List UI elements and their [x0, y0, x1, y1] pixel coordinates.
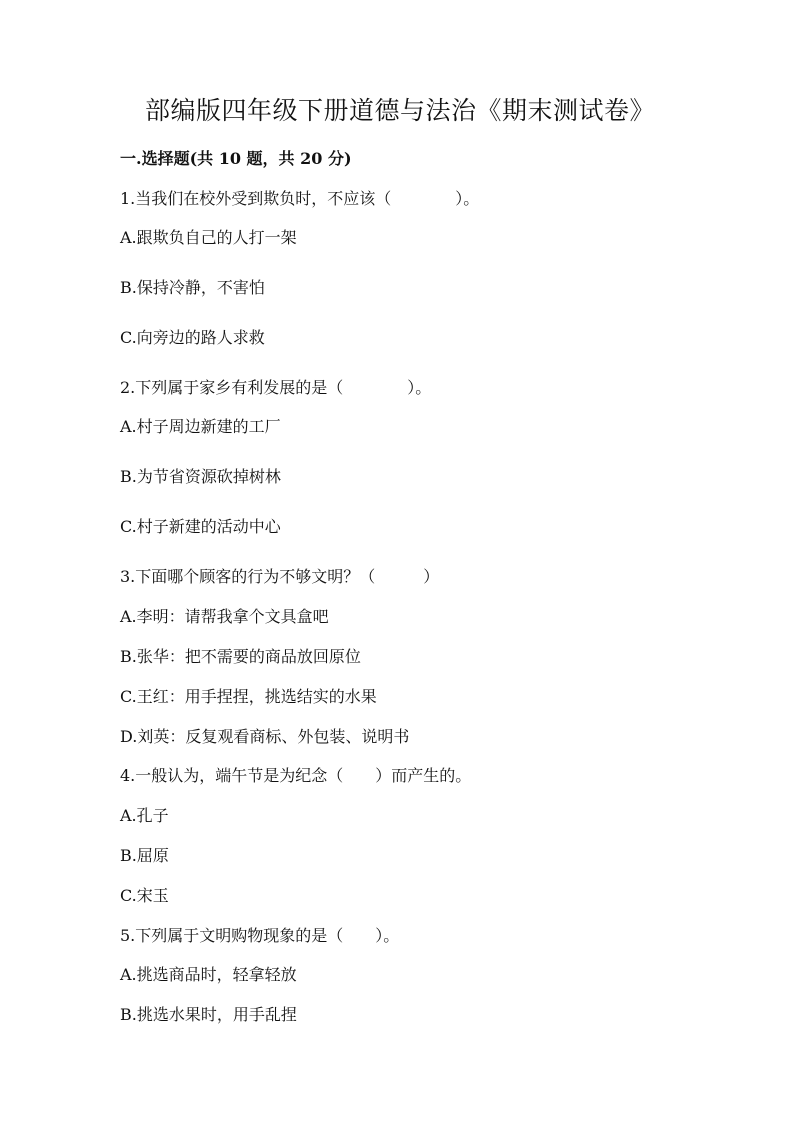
question-4-option-c: C.宋玉: [120, 886, 169, 905]
question-5-option-b: B.挑选水果时，用手乱捏: [120, 1005, 297, 1024]
section-heading: 一.选择题(共 10 题，共 20 分): [120, 149, 352, 168]
question-3-option-d: D.刘英：反复观看商标、外包装、说明书: [120, 727, 410, 746]
question-5-stem: 5.下列属于文明购物现象的是（ ）。: [120, 926, 400, 945]
question-1-stem: 1.当我们在校外受到欺负时，不应该（ ）。: [120, 189, 480, 208]
question-1-option-a: A.跟欺负自己的人打一架: [120, 228, 297, 247]
question-5-option-a: A.挑选商品时，轻拿轻放: [120, 965, 297, 984]
question-2-stem: 2.下列属于家乡有利发展的是（ ）。: [120, 378, 432, 397]
question-3-option-a: A.李明：请帮我拿个文具盒吧: [120, 607, 329, 626]
exam-title: 部编版四年级下册道德与法治《期末测试卷》: [144, 96, 655, 125]
question-1-option-c: C.向旁边的路人求救: [120, 328, 265, 347]
question-3-option-b: B.张华：把不需要的商品放回原位: [120, 647, 361, 666]
question-4-option-a: A.孔子: [120, 806, 169, 825]
question-3-stem: 3.下面哪个顾客的行为不够文明？（ ）: [120, 567, 440, 586]
question-4-stem: 4.一般认为，端午节是为纪念（ ）而产生的。: [120, 766, 472, 785]
question-1-option-b: B.保持冷静，不害怕: [120, 278, 265, 297]
question-4-option-b: B.屈原: [120, 846, 169, 865]
question-2-option-a: A.村子周边新建的工厂: [120, 417, 281, 436]
question-3-option-c: C.王红：用手捏捏，挑选结实的水果: [120, 687, 377, 706]
question-2-option-c: C.村子新建的活动中心: [120, 517, 281, 536]
question-2-option-b: B.为节省资源砍掉树林: [120, 467, 281, 486]
